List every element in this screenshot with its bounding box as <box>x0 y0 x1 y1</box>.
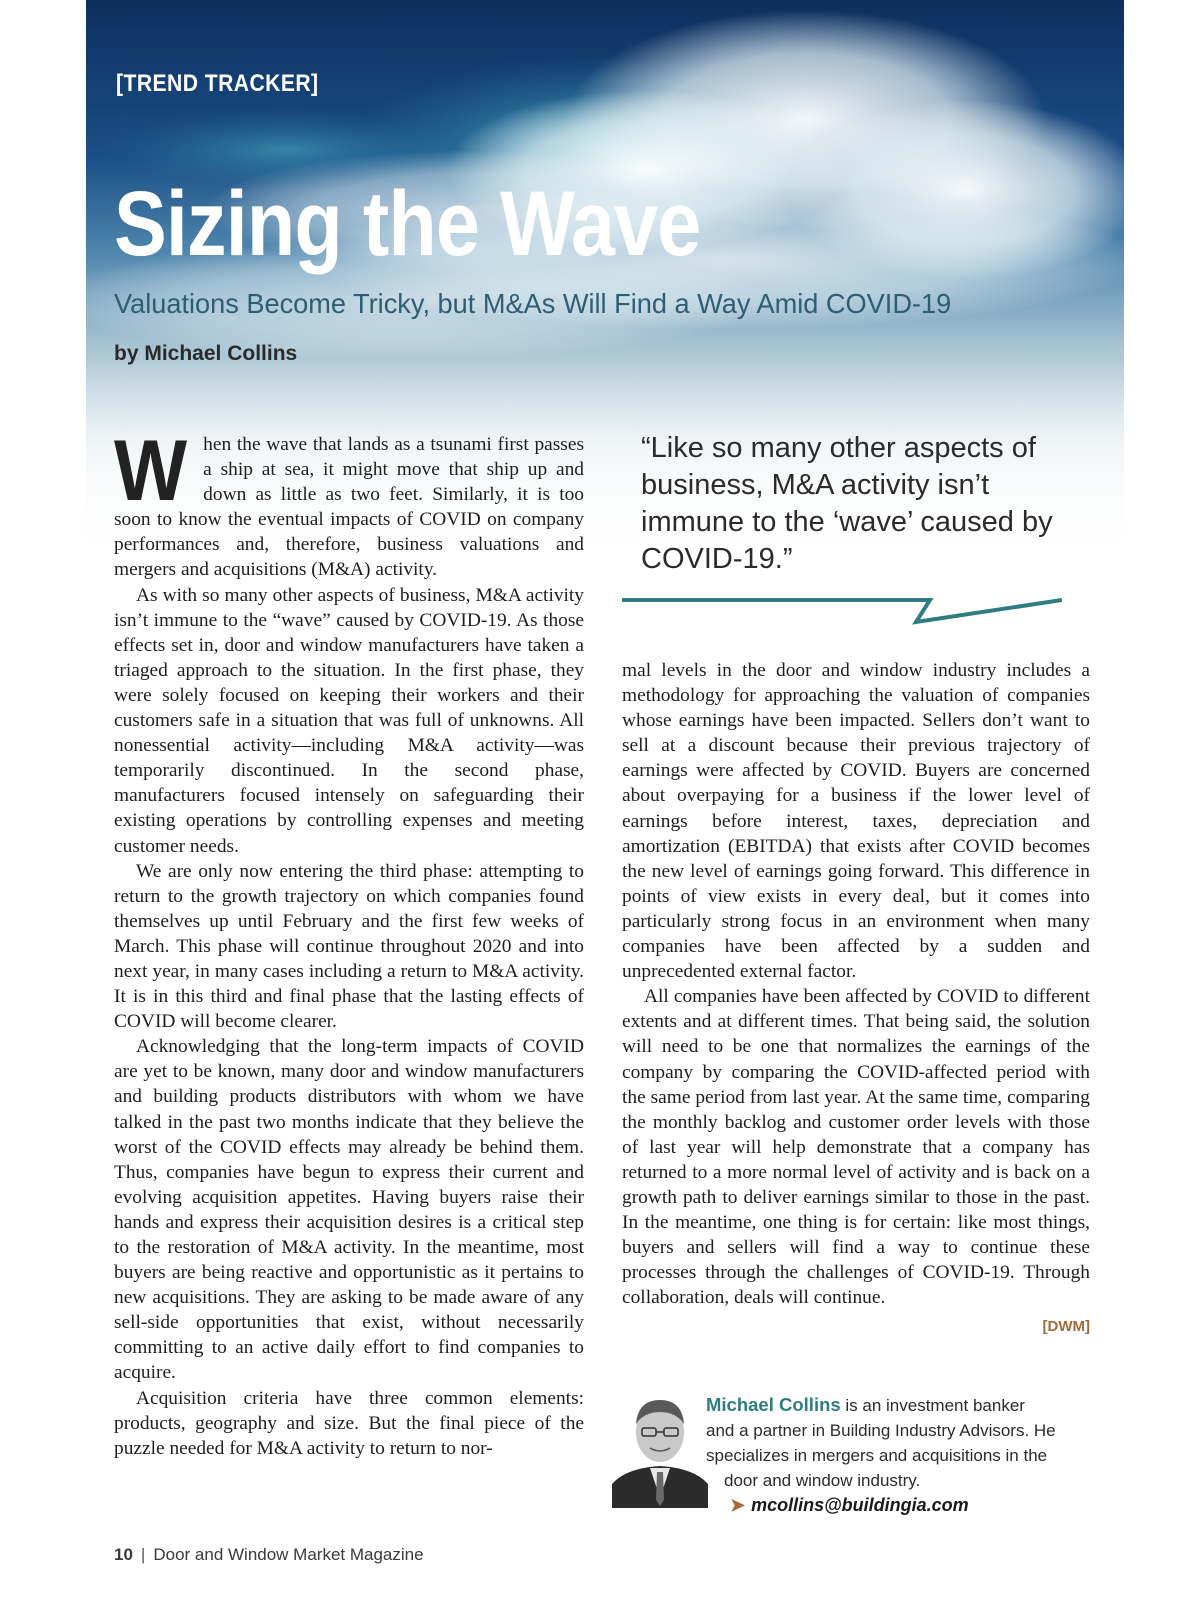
paragraph: hen the wave that lands as a tsunami first passes a ship at sea, it might move that ship up and down as little as two feet. Similarly, it is too soon to know the eventual impacts of COVID on company performances and, therefore, business valuations and mergers and acquisitions (M&A) activity. <box>114 434 584 581</box>
bio-line-1 <box>706 1392 1086 1418</box>
author-bio <box>706 1392 1086 1518</box>
article-title: Sizing the Wave <box>114 173 701 275</box>
section-tag: [TREND TRACKER] <box>116 70 319 97</box>
footer-separator: | <box>140 1545 146 1564</box>
paragraph: We are only now entering the third phase: attempting to return to the growth trajectory on which companies found themselves up until February and the first few weeks of March. This phase will continue throughout 2020 and into next year, in many cases including a return to M&A activity. It is in this third and final phase that the lasting effects of COVID will become clearer. <box>114 860 584 1033</box>
author-name: Michael Collins <box>706 1394 841 1415</box>
paragraph: All companies have been affected by COVID to different extents and at different times. That being said, the solution will need to be one that normalizes the earnings of the company by comparing the COVID-affected period with the same period from last year. At the same time, comparing the monthly backlog and customer order levels with those of last year will help demonstrate that a company has returned to a more normal level of activity and is back on a growth path to deliver earnings similar to those in the past. In the meantime, one thing is for certain: like most things, buyers and sellers will find a way to continue these processes through the challenges of COVID-19. Through collaboration, deals will continue. <box>622 986 1090 1309</box>
author-email-line <box>706 1493 1086 1518</box>
bio-line-4: door and window industry. <box>724 1471 921 1490</box>
page-footer <box>114 1545 424 1565</box>
paragraph: As with so many other aspects of business, M&A activity isn’t immune to the “wave” caused by COVID-19. As those effects set in, door and window manufacturers have taken a triaged approach to the situation. In the first phase, they were solely focused on keeping their workers and their customers safe in a situation that was full of unknowns. All nonessential activity—including M&A activity—was temporarily discontinued. In the second phase, manufacturers focused intensely on safeguarding their existing operations by controlling expenses and meeting customer needs. <box>114 584 584 857</box>
paragraph: Acquisition criteria have three common elements: products, geography and size. But the final piece of the puzzle needed for M&A activity to return to nor- <box>114 1387 584 1459</box>
pull-quote-rule <box>622 596 1062 626</box>
article-subtitle: Valuations Become Tricky, but M&As Will Find a Way Amid COVID-19 <box>114 288 952 319</box>
article-byline: by Michael Collins <box>114 342 298 365</box>
bio-text: is an investment banker <box>840 1396 1025 1415</box>
publication-name: Door and Window Market Magazine <box>153 1545 424 1564</box>
author-email-link[interactable]: mcollins@buildingia.com <box>751 1495 969 1515</box>
bio-line-3: specializes in mergers and acquisitions in the <box>706 1446 1048 1465</box>
author-photo <box>606 1388 714 1508</box>
paragraph: Acknowledging that the long-term impacts of COVID are yet to be known, many door and window manufacturers and building products distributors with whom we have talked in the past two months indicate that they believe the worst of the COVID effects may already be behind them. Thus, companies have begun to express their current and evolving acquisition appetites. Having buyers raise their hands and express their acquisition desires is a critical step to the restoration of M&A activity. In the meantime, most buyers are being reactive and opportunistic as it pertains to new acquisitions. They are asking to be made aware of any sell-side opportunities that exist, without necessarily committing to an active daily effort to find companies to acquire. <box>114 1036 584 1384</box>
page-number: 10 <box>114 1545 133 1564</box>
end-mark: [DWM] <box>1042 1318 1090 1336</box>
article-column-right <box>622 658 1090 1340</box>
paragraph: mal levels in the door and window industry includes a methodology for approaching the valuation of companies whose earnings have been impacted. Sellers don’t want to sell at a discount because their previous trajectory of earnings were affected by COVID. Buyers are concerned about overpaying for a business if the lower level of earnings before interest, taxes, depreciation and amortization (EBITDA) that exists after COVID becomes the new level of earnings going forward. This difference in points of view exists in every deal, but it comes into particularly strong focus in an environment when many companies have been affected by a sudden and unprecedented external factor. <box>622 660 1090 983</box>
arrow-icon: ➤ <box>730 1495 746 1515</box>
bio-line-2: and a partner in Building Industry Advisors. He <box>706 1421 1056 1440</box>
pull-quote: “Like so many other aspects of business, M&A activity isn’t immune to the ‘wave’ caused by COVID-19.” <box>641 432 1053 575</box>
article-column-left <box>114 423 584 1461</box>
drop-cap: W <box>114 423 188 519</box>
